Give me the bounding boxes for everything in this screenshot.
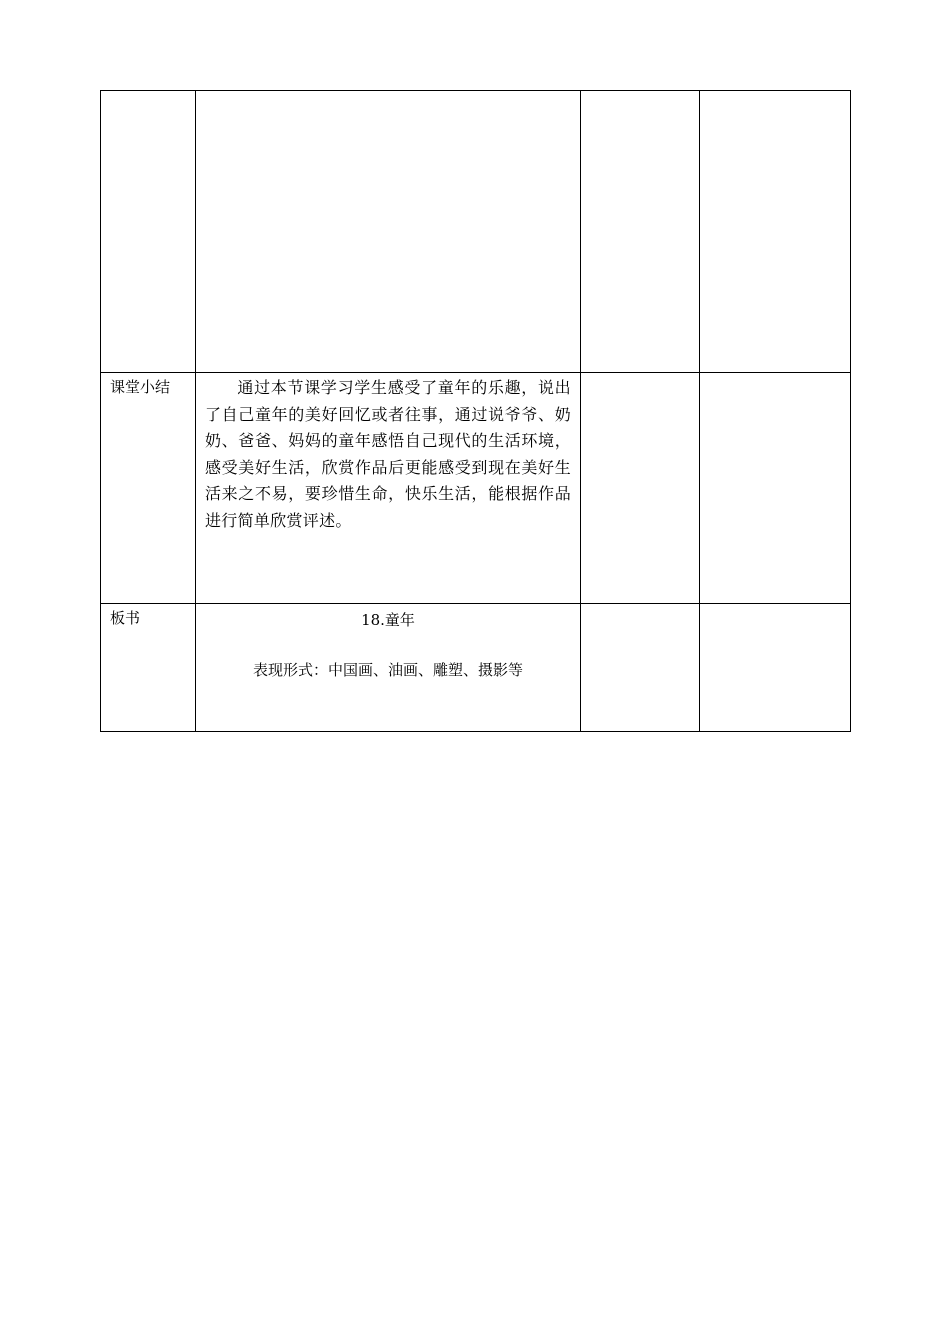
- lesson-plan-table: [100, 90, 851, 732]
- summary-text-block: [196, 373, 580, 534]
- blackboard-title: 18.童年: [361, 611, 415, 629]
- table-row: [101, 604, 851, 732]
- table-row: [101, 91, 851, 373]
- row-label-cell: [101, 91, 196, 373]
- blackboard-line: 表现形式：中国画、油画、雕塑、摄影等: [252, 661, 523, 679]
- blackboard-label: 板书: [110, 609, 141, 627]
- empty-cell: [581, 91, 700, 373]
- table-row: [101, 373, 851, 604]
- summary-text: 通过本节课学习学生感受了童年的乐趣，说出了自己童年的美好回忆或者往事，通过说爷爷、奶奶、爸爸、妈妈的童年感悟自己现代的生活环境，感受美好生活，欣赏作品后更能感受到现在美好生活来之不易，要珍惜生命，快乐生活，能根据作品进行简单欣赏评述。: [205, 378, 571, 530]
- row-content-cell: [196, 604, 581, 732]
- empty-cell: [581, 604, 700, 732]
- summary-label: 课堂小结: [110, 378, 171, 396]
- row-label-cell: [101, 373, 196, 604]
- row-label-cell: [101, 604, 196, 732]
- row-content-cell: [196, 373, 581, 604]
- row-content-cell: [196, 91, 581, 373]
- empty-cell: [581, 373, 700, 604]
- empty-cell: [700, 91, 851, 373]
- empty-cell: [700, 373, 851, 604]
- empty-cell: [700, 604, 851, 732]
